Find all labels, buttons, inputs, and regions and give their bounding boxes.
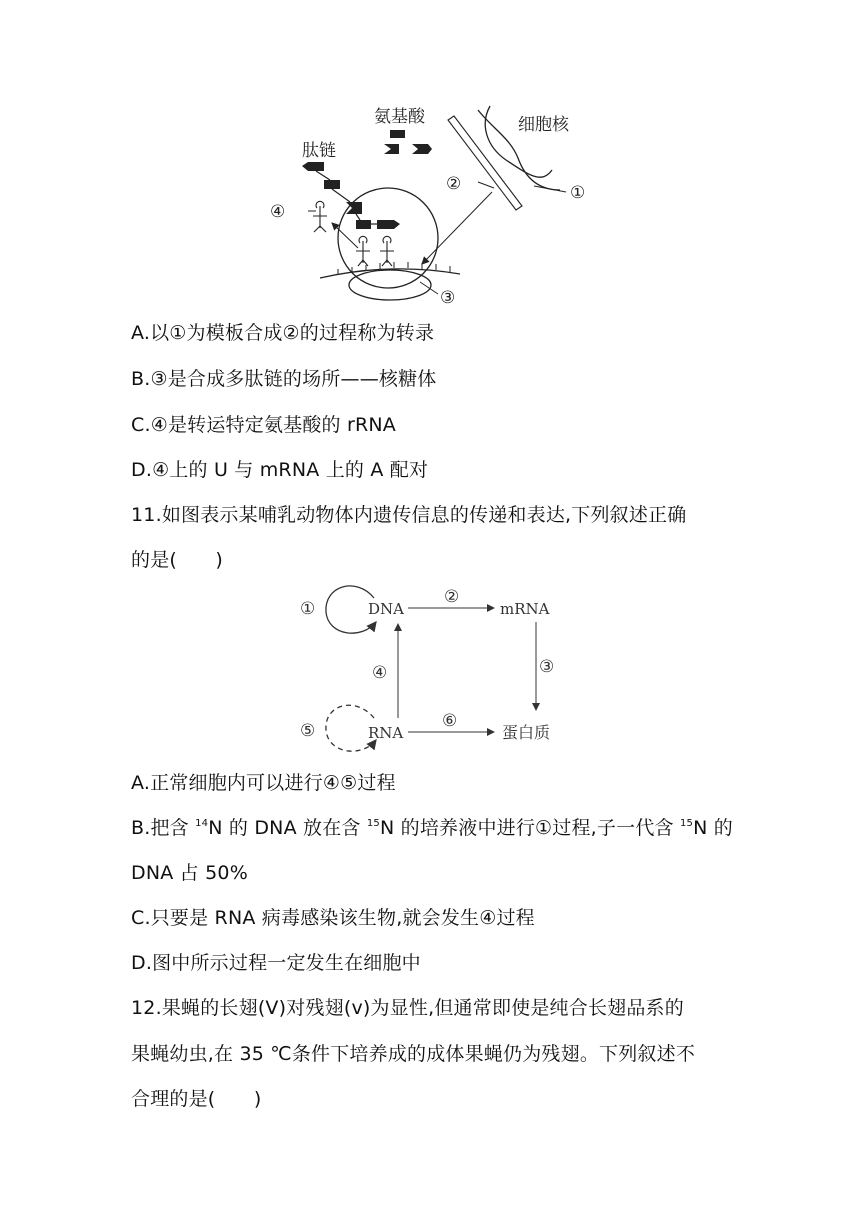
label-n5: ⑤ [300, 721, 316, 741]
q11-stem-line1: 11.如图表示某哺乳动物体内遗传信息的传递和表达,下列叙述正确 [131, 504, 687, 526]
trna-left [356, 236, 370, 266]
amino-acid-block [378, 220, 400, 229]
q11-option-b-line2: DNA 占 50% [131, 862, 248, 884]
label-n6: ⑥ [442, 711, 458, 731]
label-nucleus: 细胞核 [518, 115, 569, 135]
translation-diagram-svg [260, 98, 600, 318]
amino-acid-block [324, 180, 340, 189]
label-n1: ① [570, 183, 586, 203]
amino-acid-block [302, 162, 324, 171]
trna-right [380, 236, 394, 266]
q11-option-a: A.正常细胞内可以进行④⑤过程 [131, 772, 396, 794]
label-n3: ③ [440, 288, 456, 308]
q11-option-c: C.只要是 RNA 病毒感染该生物,就会发生④过程 [131, 907, 535, 929]
label-peptide: 肽链 [302, 141, 336, 161]
q11-option-d: D.图中所示过程一定发生在细胞中 [131, 952, 421, 974]
ribosome-small-subunit [349, 270, 431, 300]
q11-option-b-text: N 的 DNA 放在含 [208, 817, 367, 839]
node-dna: DNA [368, 600, 404, 618]
amino-acid-block [384, 144, 399, 154]
q11-option-b-text: N 的培养液中进行①过程,子一代含 [380, 817, 680, 839]
q11-option-b-line1 [131, 813, 733, 840]
label-n3: ③ [539, 657, 555, 677]
node-protein: 蛋白质 [502, 723, 551, 742]
q10-option-d: D.④上的 U 与 mRNA 上的 A 配对 [131, 459, 429, 481]
free-trna [313, 201, 327, 232]
central-dogma-diagram [296, 578, 596, 758]
q11-stem-line2: 的是( ) [131, 549, 224, 571]
q12-stem-line3: 合理的是( ) [131, 1088, 262, 1110]
label-n4: ④ [270, 202, 286, 222]
node-rna: RNA [368, 724, 404, 742]
label-n2: ② [446, 174, 462, 194]
isotope-superscript: 15 [366, 818, 380, 829]
q10-option-b: B.③是合成多肽链的场所——核糖体 [131, 368, 437, 390]
label-n1: ① [300, 599, 316, 619]
node-mrna: mRNA [500, 600, 550, 618]
isotope-superscript: 15 [679, 818, 694, 829]
q11-option-b-text: B.把含 [131, 817, 196, 839]
q10-option-a: A.以①为模板合成②的过程称为转录 [131, 322, 435, 344]
q11-option-b-text: N 的 [693, 817, 733, 839]
q12-stem-line1: 12.果蝇的长翅(V)对残翅(v)为显性,但通常即使是纯合长翅品系的 [131, 997, 684, 1019]
trna-release-arrow [332, 223, 358, 248]
label-amino-acid: 氨基酸 [374, 107, 425, 127]
q12-stem-line2: 果蝇幼虫,在 35 ℃条件下培养成的成体果蝇仍为残翅。下列叙述不 [131, 1043, 696, 1065]
translation-diagram [260, 98, 600, 318]
central-dogma-svg [296, 578, 596, 758]
amino-acid-block [390, 130, 405, 138]
mrna-transport-arrow [422, 192, 492, 264]
amino-acid-block [356, 220, 371, 229]
label-n2: ② [444, 587, 460, 607]
label-n4: ④ [372, 663, 388, 683]
isotope-superscript: 14 [195, 818, 209, 829]
amino-acid-block [412, 144, 432, 154]
q10-option-c: C.④是转运特定氨基酸的 rRNA [131, 414, 397, 436]
